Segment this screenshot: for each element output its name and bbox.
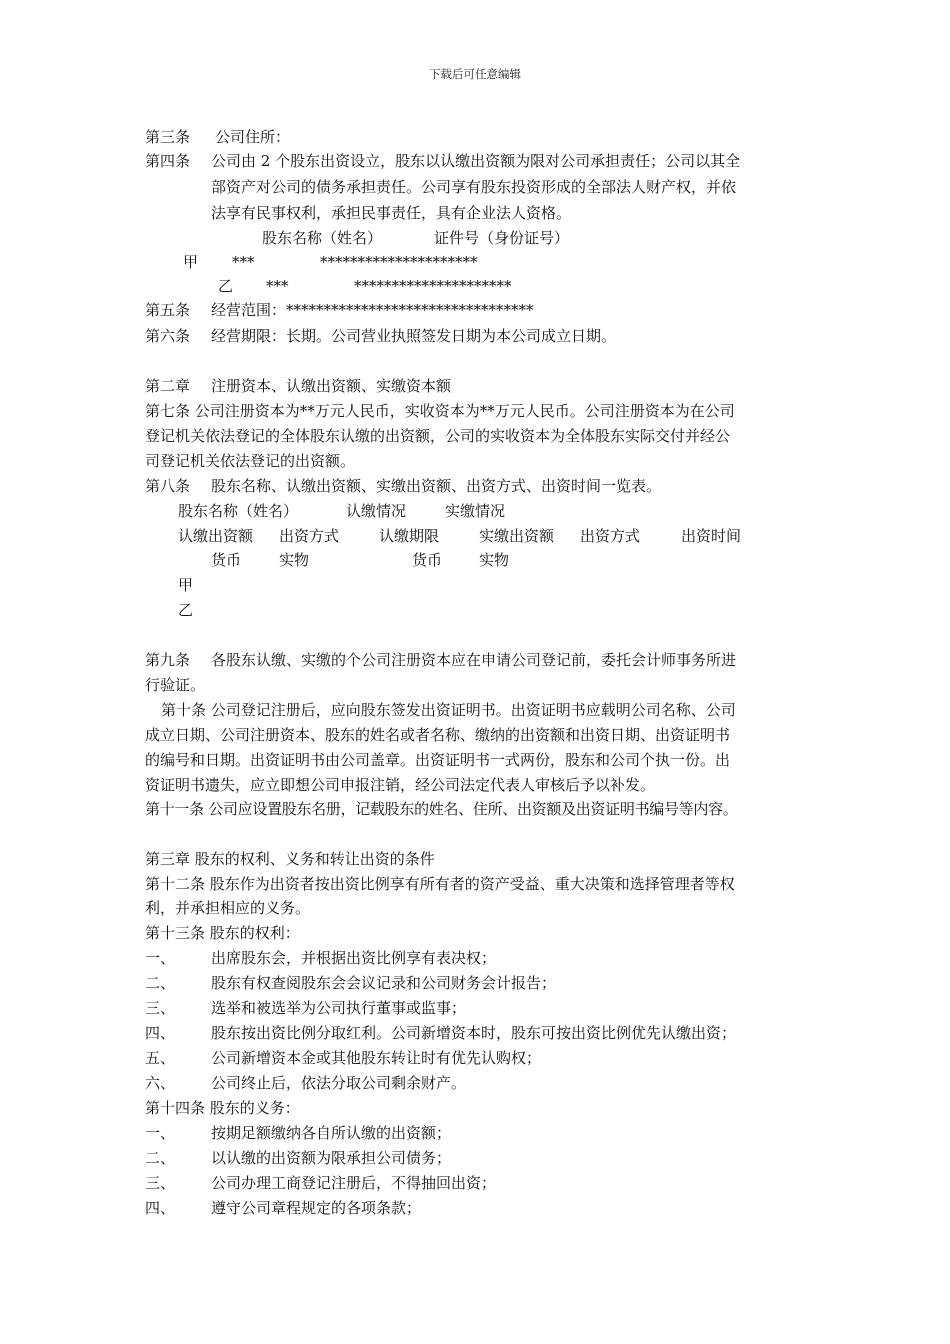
list-text: 选举和被选举为公司执行董事或监事；	[211, 999, 467, 1017]
article-14-title: 第十四条 股东的义务：	[145, 1099, 300, 1117]
article-12-line: 第十二条 股东作为出资者按出资比例享有所有者的资产受益、重大决策和选择管理者等权	[145, 875, 735, 893]
list-text: 公司新增资本金或其他股东转让时有优先认购权；	[211, 1049, 542, 1067]
shareholder-id: *********************	[320, 253, 478, 271]
chapter-3-heading: 第三章 股东的权利、义务和转让出资的条件	[145, 850, 435, 868]
article-text-line: 部资产对公司的债务承担责任。公司享有股东投资形成的全部法人财产权，并依	[211, 178, 737, 196]
article-number: 第六条	[145, 327, 191, 345]
method-label: 货币	[412, 551, 443, 569]
party-label: 乙	[218, 277, 234, 295]
article-10-line: 第十条 公司登记注册后，应向股东签发出资证明书。出资证明书应载明公司名称、公司	[161, 701, 736, 719]
party-label: 甲	[183, 253, 199, 271]
page-header: 下载后可任意编辑	[429, 67, 521, 81]
method-label: 货币	[211, 551, 242, 569]
article-7-line: 登记机关依法登记的全体股东认缴的出资额，公司的实收资本为全体股东实际交付并经公	[145, 427, 731, 445]
article-text-line: 各股东认缴、实缴的个公司注册资本应在申请公司登记前，委托会计师事务所进	[211, 651, 737, 669]
column-header: 股东名称（姓名）	[178, 502, 299, 520]
column-header: 出资方式	[279, 527, 340, 545]
list-number: 一、	[145, 1124, 176, 1142]
list-number: 三、	[145, 1174, 176, 1192]
list-number: 五、	[145, 1049, 176, 1067]
article-10-line: 成立日期、公司注册资本、股东的姓名或者名称、缴纳的出资额和出资日期、出资证明书	[145, 726, 731, 744]
article-text-line: 行验证。	[145, 676, 206, 694]
list-number: 一、	[145, 949, 176, 967]
shareholder-id: *********************	[354, 277, 512, 295]
article-10-line: 资证明书遗失，应立即想公司申报注销，经公司法定代表人审核后予以补发。	[145, 776, 656, 794]
article-7-line: 司登记机关依法登记的出资额。	[145, 452, 356, 470]
chapter-title: 注册资本、认缴出资额、实缴资本额	[211, 377, 452, 395]
article-text: 股东名称、认缴出资额、实缴出资额、出资方式、出资时间一览表。	[211, 477, 662, 495]
list-text: 股东有权查阅股东会会议记录和公司财务会计报告；	[211, 974, 557, 992]
list-number: 二、	[145, 974, 176, 992]
method-label: 实物	[279, 551, 310, 569]
list-text: 出席股东会，并根据出资比例享有表决权；	[211, 949, 497, 967]
list-text: 公司办理工商登记注册后，不得抽回出资；	[211, 1174, 497, 1192]
column-header: 认缴情况	[346, 502, 407, 520]
list-number: 六、	[145, 1074, 176, 1092]
article-text: 经营期限：长期。公司营业执照签发日期为本公司成立日期。	[211, 327, 617, 345]
list-text: 股东按出资比例分取红利。公司新增资本时，股东可按出资比例优先认缴出资；	[211, 1024, 737, 1042]
article-text: 经营范围：*********************************	[211, 301, 534, 319]
list-number: 三、	[145, 999, 176, 1017]
article-text: 公司住所：	[215, 128, 291, 146]
column-header: 证件号（身份证号）	[434, 229, 570, 247]
article-number: 第五条	[145, 301, 191, 319]
article-10-line: 的编号和日期。出资证明书由公司盖章。出资证明书一式两份，股东和公司个执一份。出	[145, 751, 731, 769]
table-row-label: 甲	[178, 576, 194, 594]
article-7-line: 第七条 公司注册资本为**万元人民币，实收资本为**万元人民币。公司注册资本为在公司	[145, 402, 735, 420]
article-number: 第八条	[145, 477, 191, 495]
article-number: 第九条	[145, 651, 191, 669]
article-13-title: 第十三条 股东的权利：	[145, 924, 300, 942]
shareholder-name: ***	[232, 253, 255, 271]
shareholder-name: ***	[266, 277, 289, 295]
list-text: 遵守公司章程规定的各项条款；	[211, 1199, 422, 1217]
column-header: 实缴出资额	[479, 527, 555, 545]
method-label: 实物	[479, 551, 510, 569]
column-header: 出资时间	[681, 527, 742, 545]
list-number: 四、	[145, 1024, 176, 1042]
chapter-number: 第二章	[145, 377, 191, 395]
column-header: 出资方式	[580, 527, 641, 545]
list-number: 二、	[145, 1149, 176, 1167]
article-text-line: 公司由 2 个股东出资设立，股东以认缴出资额为限对公司承担责任；公司以其全	[211, 152, 741, 170]
column-header: 认缴期限	[379, 527, 440, 545]
list-text: 按期足额缴纳各自所认缴的出资额；	[211, 1124, 452, 1142]
table-row-label: 乙	[178, 601, 194, 619]
list-text: 公司终止后，依法分取公司剩余财产。	[211, 1074, 467, 1092]
list-number: 四、	[145, 1199, 176, 1217]
column-header: 实缴情况	[445, 502, 506, 520]
article-12-line: 利，并承担相应的义务。	[145, 899, 311, 917]
column-header: 认缴出资额	[178, 527, 254, 545]
article-number: 第四条	[145, 152, 191, 170]
article-number: 第三条	[145, 128, 191, 146]
column-header: 股东名称（姓名）	[262, 229, 383, 247]
article-text-line: 法享有民事权利，承担民事责任，具有企业法人资格。	[211, 204, 572, 222]
list-text: 以认缴的出资额为限承担公司债务；	[211, 1149, 452, 1167]
article-11: 第十一条 公司应设置股东名册，记载股东的姓名、住所、出资额及出资证明书编号等内容。	[145, 800, 738, 818]
